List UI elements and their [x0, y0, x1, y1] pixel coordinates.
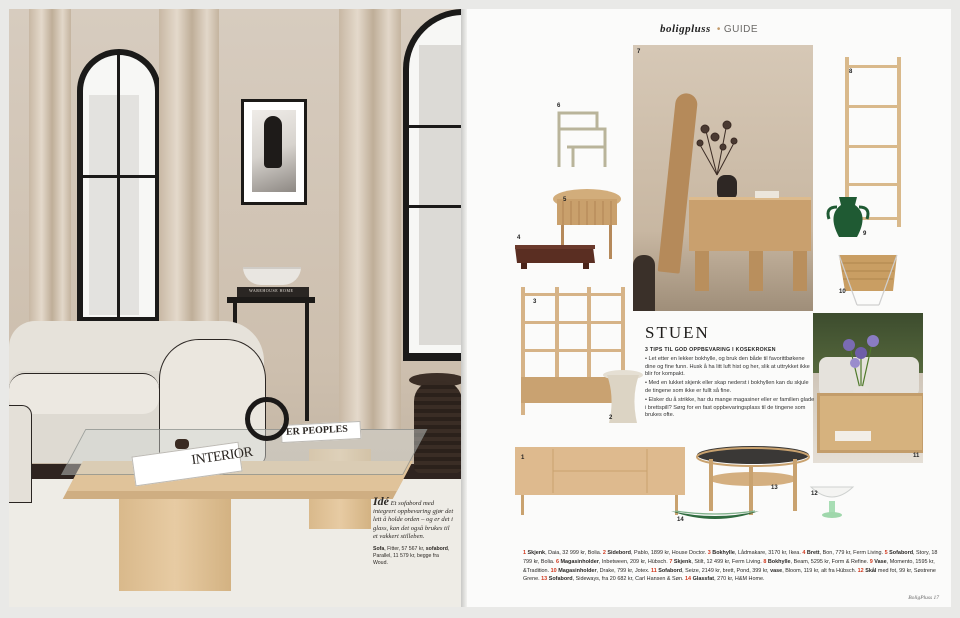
curtain-3: [339, 9, 401, 429]
caption-credit: Sofa, Fitter, 57 567 kr, sofabord, Parallel, 11 579 kr, begge fra Woud.: [373, 546, 450, 567]
product-photo-11-side-table: [813, 313, 923, 463]
right-page: [467, 9, 951, 607]
tip-2: • Med en lukket skjenk eller skap nederst i bokhyllen kan du skjule de tingene som ikke er fullt så fine.: [645, 380, 809, 394]
framed-art: [241, 99, 307, 205]
item-number-3: 3: [533, 299, 537, 305]
product-4-tray: [513, 241, 597, 271]
item-number-2: 2: [609, 415, 613, 421]
left-page-photo: [9, 9, 461, 607]
section-label: GUIDE: [723, 24, 759, 35]
tip-1: • Let etter en lekker bokhylle, og bruk den både til favorittbøkene dine og fine funn. Husk å ha litt luft hist og her, slik at uttrykket ikke blir for kompakt.: [645, 356, 810, 378]
magazine-spread: [9, 9, 951, 609]
item-number-4: 4: [517, 235, 521, 241]
arched-window-right: [403, 9, 461, 361]
book-title-peoples: ER PEOPLES: [285, 423, 349, 438]
caption-idea-label: Idé: [373, 494, 389, 508]
section-text-block: [645, 323, 815, 421]
item-number-10: 10: [839, 289, 846, 295]
item-number-9: 9: [863, 231, 867, 237]
tip-3: • Elsker du å strikke, har du mange magasiner eller er familien glade i brettspill? Sørg for en fast oppbevaringsplass til de tingene som brukes ofte.: [645, 396, 815, 419]
caption-intro: Et sofabord med integrert oppbevaring gjør det lett å holde orden – og er det i glass, kan det også brukes til et vakkert stilleben.: [373, 500, 454, 540]
side-table: [227, 297, 315, 303]
plant-branches: [697, 117, 737, 177]
item-number-12: 12: [811, 491, 818, 497]
product-credits: 1 Skjenk, Daia, 32 999 kr, Bolia. 2 Sidebord, Pablo, 1899 kr, House Doctor. 3 Bokhylle, Lådmakare, 3170 kr, Ikea. 4 Brett, Bon, 779 kr, Ferm Living. 5 Sofabord, Story, 18 799 kr, Bolia. 6 Magasinholder, Inbetween, 209 kr, Hübsch. 7 Skjenk, Stilt, 12 499 kr, Ferm Living. 8 Bokhylle, Beam, 5295 kr, Form & Refine. 9 Vase, Momento, 1595 kr, &Tradition. 10 Magasinholder, Drake, 799 kr, Jotex. 11 Sofabord, Seize, 2149 kr, brett, Pond, 399 kr, vase, Bloom, 119 kr, alt fra Hübsch. 12 Skål med fot, 99 kr, Søstrene Grene. 13 Sofabord, Sideways, fra 20 682 kr, Carl Hansen & Søn. 14 Glassfat, 270 kr, H&M Home.: [523, 550, 938, 583]
sculpture: [245, 397, 289, 441]
item-number-14: 14: [677, 517, 684, 523]
section-subtitle: 3 TIPS TIL GOD OPPBEVARING I KOSEKROKEN: [645, 347, 776, 353]
item-number-13: 13: [771, 485, 778, 491]
item-number-5: 5: [563, 197, 567, 203]
table-leg-left: [119, 485, 231, 591]
item-number-6: 6: [557, 103, 561, 109]
side-table-books: [237, 287, 309, 297]
decor-bowl: [243, 267, 301, 285]
books-side-label: WAREHOUSE HOME: [249, 288, 294, 293]
page-folio: BoligPluss 17: [908, 595, 939, 601]
product-6-magazine-holder: [553, 109, 613, 169]
item-number-8: 8: [849, 69, 853, 75]
product-12-footed-bowl: [807, 483, 857, 523]
section-title: STUEN: [645, 323, 710, 342]
curtain-1: [29, 9, 71, 329]
product-10-magazine-holder: [835, 251, 901, 307]
photo-caption: [373, 494, 455, 567]
product-2-side-table: [599, 369, 647, 425]
item-number-1: 1: [521, 455, 525, 461]
item-number-11: 11: [913, 453, 920, 459]
curtain-2: [159, 9, 219, 331]
sofa-cushion: [9, 373, 159, 414]
brand-logo: boligpluss: [659, 23, 711, 35]
product-photo-7-sideboard: [633, 45, 813, 311]
stool: [414, 381, 461, 473]
book-title-interior: INTERIOR: [190, 444, 254, 469]
page-header: boligpluss • GUIDE: [659, 23, 759, 35]
product-14-glass-dish: [669, 505, 761, 527]
product-1-sideboard: [513, 445, 687, 517]
arched-window-left: [77, 49, 161, 325]
item-number-7: 7: [637, 49, 641, 55]
